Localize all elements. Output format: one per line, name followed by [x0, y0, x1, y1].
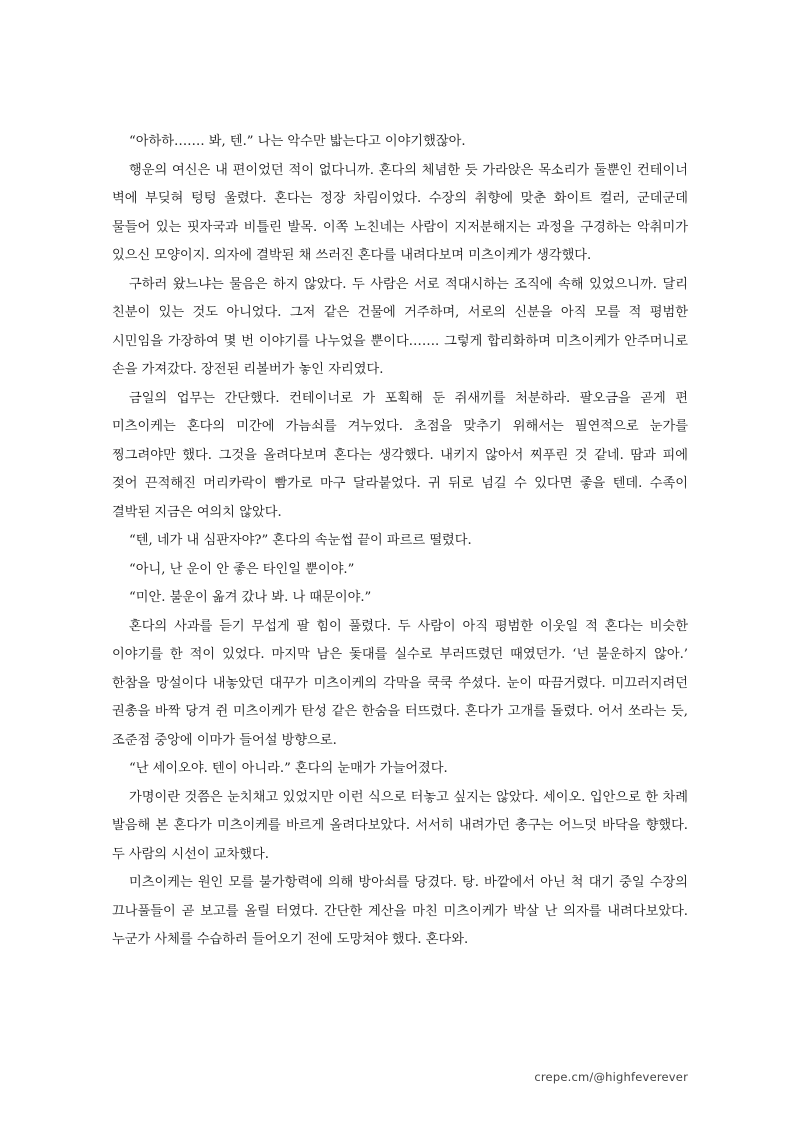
paragraph-7: “미안. 불운이 옮겨 갔나 봐. 나 때문이야.” — [129, 590, 372, 605]
paragraph-11: 미츠이케는 원인 모를 불가항력에 의해 방아쇠를 당겼다. 탕. 바깥에서 아닌 척 대기 중일 수장의 끄나풀들이 곧 보고를 올릴 터였다. 간단한 계산을 마친 미츠이케가 박살 난 의자를 내려다보았다. 누군가 사체를 수습하러 들어오기 전에 도망쳐야 했다. 혼다와. — [112, 875, 688, 947]
footer-credit: crepe.cm/@highfeverever — [534, 1070, 688, 1084]
paragraph-1: “아하하……. 봐, 텐.” 나는 악수만 밟는다고 이야기했잖아. — [129, 134, 466, 149]
story-text — [112, 128, 688, 955]
paragraph-8: 혼다의 사과를 듣기 무섭게 팔 힘이 풀렸다. 두 사람이 아직 평범한 이웃일 적 혼다는 비슷한 이야기를 한 적이 있었다. 마지막 남은 돛대를 실수로 부러뜨렸던 때였던가. ‘넌 불운하지 않아.’ 한참을 망설이다 내놓았던 대꾸가 미츠이케의 각막을 쿡쿡 쑤셨다. 눈이 따끔거렸다. 미끄러지려던 권총을 바짝 당겨 쥔 미츠이케가 탄성 같은 한숨을 터뜨렸다. 혼다가 고개를 돌렸다. 어서 쏘라는 듯, 조준점 중앙에 이마가 들어설 방향으로. — [112, 618, 688, 748]
paragraph-2: 행운의 여신은 내 편이었던 적이 없다니까. 혼다의 체념한 듯 가라앉은 목소리가 둘뿐인 컨테이너 벽에 부딪혀 텅텅 울렸다. 혼다는 정장 차림이었다. 수장의 취향에 맞춘 화이트 컬러, 군데군데 물들어 있는 핏자국과 비틀린 발목. 이쪽 노친네는 사람이 지저분해지는 과정을 구경하는 악취미가 있으신 모양이지. 의자에 결박된 채 쓰러진 혼다를 내려다보며 미츠이케가 생각했다. — [112, 162, 688, 263]
paragraph-3: 구하러 왔느냐는 물음은 하지 않았다. 두 사람은 서로 적대시하는 조직에 속해 있었으니까. 달리 친분이 있는 것도 아니었다. 그저 같은 건물에 거주하며, 서로의 신분을 아직 모를 적 평범한 시민임을 가장하여 몇 번 이야기를 나누었을 뿐이다……. 그렇게 합리화하며 미츠이케가 안주머니로 손을 가져갔다. 장전된 리볼버가 놓인 자리였다. — [112, 276, 688, 377]
paragraph-4: 금일의 업무는 간단했다. 컨테이너로 가 포획해 둔 쥐새끼를 처분하라. 팔오금을 곧게 편 미츠이케는 혼다의 미간에 가늠쇠를 겨누었다. 초점을 맞추기 위해서는 필연적으로 눈가를 찡그려야만 했다. 그것을 올려다보며 혼다는 생각했다. 내키지 않아서 찌푸린 것 같네. 땀과 피에 젖어 끈적해진 머리카락이 빰가로 마구 달라붙었다. 귀 뒤로 넘길 수 있다면 좋을 텐데. 수족이 결박된 지금은 여의치 않았다. — [112, 390, 688, 520]
paragraph-5: “텐, 네가 내 심판자야?” 혼다의 속눈썹 끝이 파르르 떨렸다. — [129, 533, 472, 548]
paragraph-9: “난 세이오야. 텐이 아니라.” 혼다의 눈매가 가늘어졌다. — [129, 761, 448, 776]
paragraph-10: 가명이란 것쯤은 눈치채고 있었지만 이런 식으로 터놓고 싶지는 않았다. 세이오. 입안으로 한 차례 발음해 본 혼다가 미츠이케를 바르게 올려다보았다. 서서히 내려가던 총구는 어느덧 바닥을 향했다. 두 사람의 시선이 교차했다. — [112, 789, 688, 862]
paragraph-6: “아니, 난 운이 안 좋은 타인일 뿐이야.” — [129, 561, 355, 577]
